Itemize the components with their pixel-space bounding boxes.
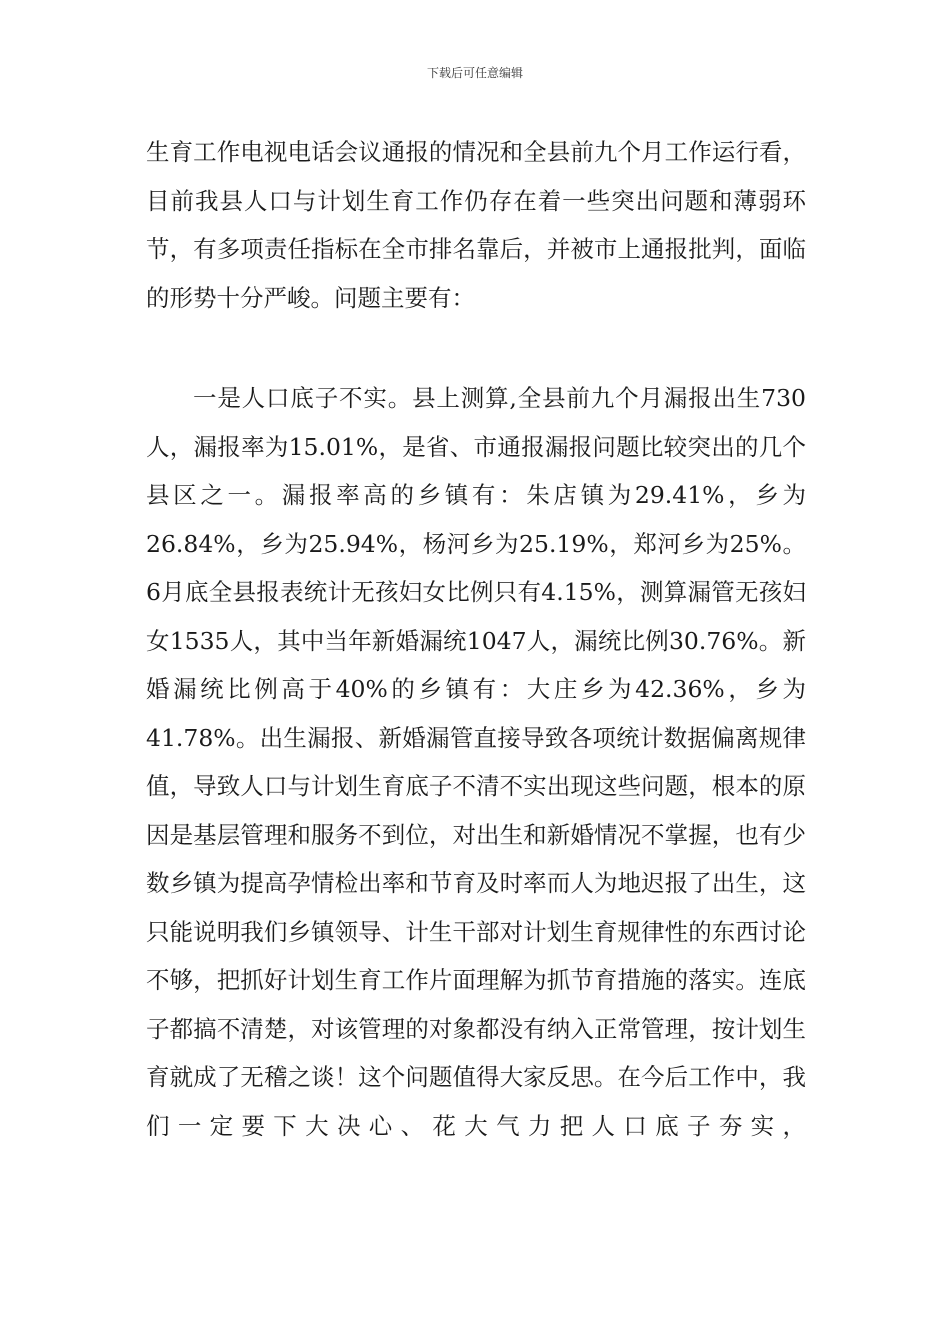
page-header-note: 下载后可任意编辑 [426, 66, 523, 80]
paragraph-population-base: 一是人口底子不实。县上测算,全县前九个月漏报出生730人，漏报率为15.01%，是省、市通报漏报问题比较突出的几个县区之一。漏报率高的乡镇有：朱店镇为29.41%，乡为26.84%，乡为25.94%，杨河乡为25.19%，郑河乡为25%。6月底全县报表统计无孩妇女比例只有4.15%，测算漏管无孩妇女1535人，其中当年新婚漏统1047人，漏统比例30.76%。新婚漏统比例高于40%的乡镇有：大庄乡为42.36%，乡为41.78%。出生漏报、新婚漏管直接导致各项统计数据偏离规律值，导致人口与计划生育底子不清不实出现这些问题，根本的原因是基层管理和服务不到位，对出生和新婚情况不掌握，也有少数乡镇为提高孕情检出率和节育及时率而人为地迟报了出生，这只能说明我们乡镇领导、计生干部对计划生育规律性的东西讨论不够，把抓好计划生育工作片面理解为抓节育措施的落实。连底子都搞不清楚，对该管理的对象都没有纳入正常管理，按计划生育就成了无稽之谈！这个问题值得大家反思。在今后工作中，我们一定要下大决心、花大气力把人口底子夯实， [146, 384, 806, 1140]
paragraph-intro: 生育工作电视电话会议通报的情况和全县前九个月工作运行看，目前我县人口与计划生育工作仍存在着一些突出问题和薄弱环节，有多项责任指标在全市排名靠后，并被市上通报批判，面临的形势十分严峻。问题主要有： [146, 138, 806, 312]
